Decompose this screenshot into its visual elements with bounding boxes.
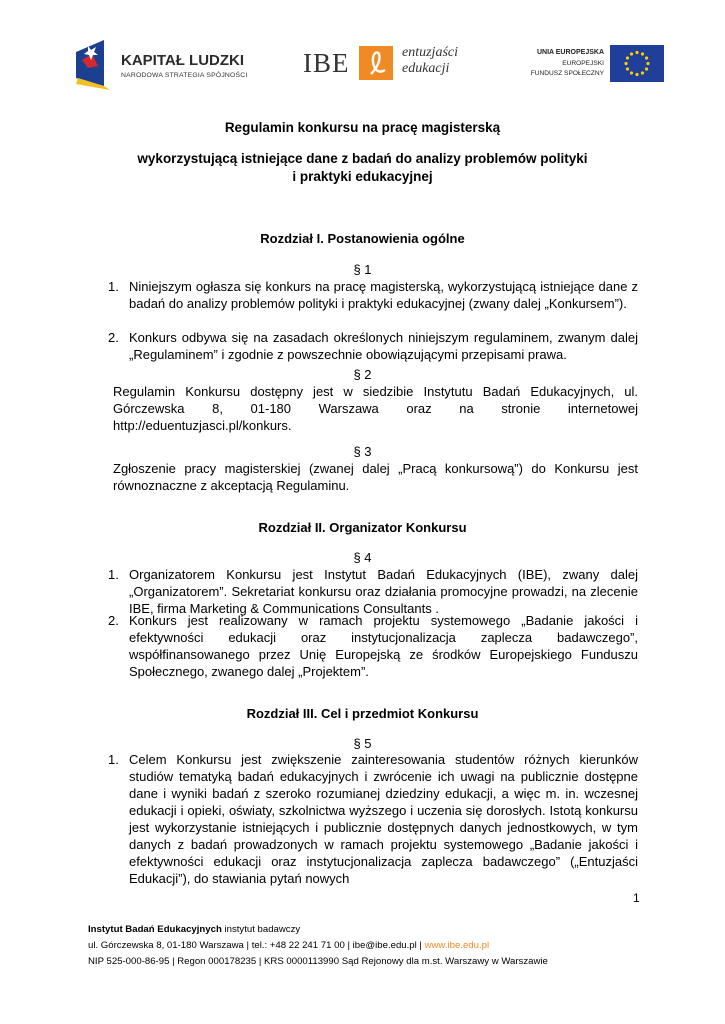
entuzjasci-e-icon xyxy=(359,46,393,80)
ibe-logo xyxy=(303,44,473,84)
footer-website-link[interactable]: www.ibe.edu.pl xyxy=(424,940,490,951)
entuzjasci-badge xyxy=(359,46,393,80)
footer-line-3: NIP 525-000-86-95 | Regon 000178235 | KRS 0000113990 Sąd Rejonowy dla m.st. Warszawy w Warszawie xyxy=(88,956,548,967)
list-item-number: 1. xyxy=(108,567,119,582)
paragraph-4-mark: § 4 xyxy=(353,550,372,565)
list-item xyxy=(108,566,638,617)
eu-star xyxy=(635,51,638,54)
eu-line2: EUROPEJSKI xyxy=(562,60,604,67)
chapter-3-heading: Rozdział III. Cel i przedmiot Konkursu xyxy=(246,706,479,721)
document-title: Regulamin konkursu na pracę magisterską xyxy=(224,120,501,135)
list-item-text: Celem Konkursu jest zwiększenie zainteresowania studentów różnych kierunków studiów tematyką badań edukacyjnych i zwrócenie ich uwagi na publicznie dostępne dane i wyniki badań z szeroko rozumianej dziedziny edukacji, a więc m. in. wczesnej edukacji i opieki, oświaty, szkolnictwa wyższego i uczenia się dorosłych. Istotą konkursu jest wykorzystanie istniejących i publicznie dostępnych danych jednostkowych, w tym danych z badań prowadzonych w ramach projektu systemowego „Badanie jakości i efektywności edukacji oraz instytucjonalizacja zaplecza badawczego” („Entuzjaści Edukacji”), do stawiania pytań nowych xyxy=(129,752,638,886)
eu-logo xyxy=(500,45,666,85)
eu-star xyxy=(635,73,638,76)
eu-star xyxy=(641,71,644,74)
paragraph-2-mark: § 2 xyxy=(353,367,372,382)
list-item xyxy=(108,612,638,680)
eu-star xyxy=(626,67,629,70)
list-item-number: 2. xyxy=(108,613,119,628)
kapital-ludzki-subtitle: NARODOWA STRATEGIA SPÓJNOŚCI xyxy=(121,72,248,79)
list-item xyxy=(108,329,638,363)
entuzjasci-line1: entuzjaści xyxy=(402,45,458,60)
kapital-ludzki-emblem-icon xyxy=(74,38,114,92)
eu-line1: UNIA EUROPEJSKA xyxy=(536,49,604,56)
eu-flag-icon xyxy=(610,45,664,82)
footer-institute-name: Instytut Badań Edukacyjnych xyxy=(88,924,222,935)
eu-star xyxy=(630,52,633,55)
entuzjasci-line2: edukacji xyxy=(402,61,450,76)
eu-star xyxy=(645,67,648,70)
paragraph-3-mark: § 3 xyxy=(353,444,372,459)
list-item-number: 1. xyxy=(108,752,119,767)
eu-star xyxy=(646,62,649,65)
page-number: 1 xyxy=(633,891,640,905)
eu-line3: FUNDUSZ SPOŁECZNY xyxy=(530,70,604,77)
list-item-text: Organizatorem Konkursu jest Instytut Badań Edukacyjnych (IBE), zwany dalej „Organizatorem”. Sekretariat konkursu oraz działania promocyjne prowadzi, na zlecenie IBE, firma Marketing & Communications Consultants . xyxy=(129,567,638,616)
list-item-number: 1. xyxy=(108,279,119,294)
paragraph-3-text: Zgłoszenie pracy magisterskiej (zwanej dalej „Pracą konkursową”) do Konkursu jest równoznaczne z akceptacją Regulaminu. xyxy=(113,461,638,493)
eu-star xyxy=(624,62,627,65)
list-item-text: Konkurs jest realizowany w ramach projektu systemowego „Badanie jakości i efektywności edukacji oraz instytucjonalizacja zaplecza badawczego”, współfinansowanego przez Unię Europejską ze środków Europejskiego Funduszu Społecznego, zwanego dalej „Projektem”. xyxy=(129,613,638,679)
kapital-ludzki-title: KAPITAŁ LUDZKI xyxy=(121,52,245,69)
list-item xyxy=(108,278,638,312)
document-subtitle-line1: wykorzystującą istniejące dane z badań do analizy problemów polityki xyxy=(137,151,588,166)
chapter-2-heading: Rozdział II. Organizator Konkursu xyxy=(258,520,467,535)
eu-star xyxy=(645,56,648,59)
list-item-number: 2. xyxy=(108,330,119,345)
footer-address: ul. Górczewska 8, 01-180 Warszawa | tel.: +48 22 241 71 00 | ibe@ibe.edu.pl | xyxy=(88,940,425,951)
paragraph-1-mark: § 1 xyxy=(353,262,372,277)
list-item-text: Konkurs odbywa się na zasadach określonych niniejszym regulaminem, zwanym dalej „Regulaminem” i zgodnie z powszechnie obowiązującymi przepisami prawa. xyxy=(129,330,638,362)
list-item xyxy=(108,751,638,887)
footer-line-2 xyxy=(88,938,489,954)
chapter-1-heading: Rozdział I. Postanowienia ogólne xyxy=(260,231,465,246)
footer-line-1 xyxy=(88,922,300,938)
eu-star xyxy=(626,56,629,59)
list-item-text: Niniejszym ogłasza się konkurs na pracę magisterską, wykorzystującą istniejące dane z badań do analizy problemów polityki i praktyki edukacyjnej (zwany dalej „Konkursem”). xyxy=(129,279,638,311)
paragraph-2-text: Regulamin Konkursu dostępny jest w siedzibie Instytutu Badań Edukacyjnych, ul. Górczewska 8, 01-180 Warszawa oraz na stronie internetowej http://eduentuzjasci.pl/konkurs. xyxy=(113,384,638,433)
document-subtitle-line2: i praktyki edukacyjnej xyxy=(292,169,433,184)
paragraph-5-mark: § 5 xyxy=(353,736,372,751)
eu-star xyxy=(630,71,633,74)
footer-institute-type: instytut badawczy xyxy=(221,924,301,935)
ibe-wordmark: IBE xyxy=(303,48,350,78)
kapital-ludzki-logo xyxy=(74,38,248,92)
eu-star xyxy=(641,52,644,55)
